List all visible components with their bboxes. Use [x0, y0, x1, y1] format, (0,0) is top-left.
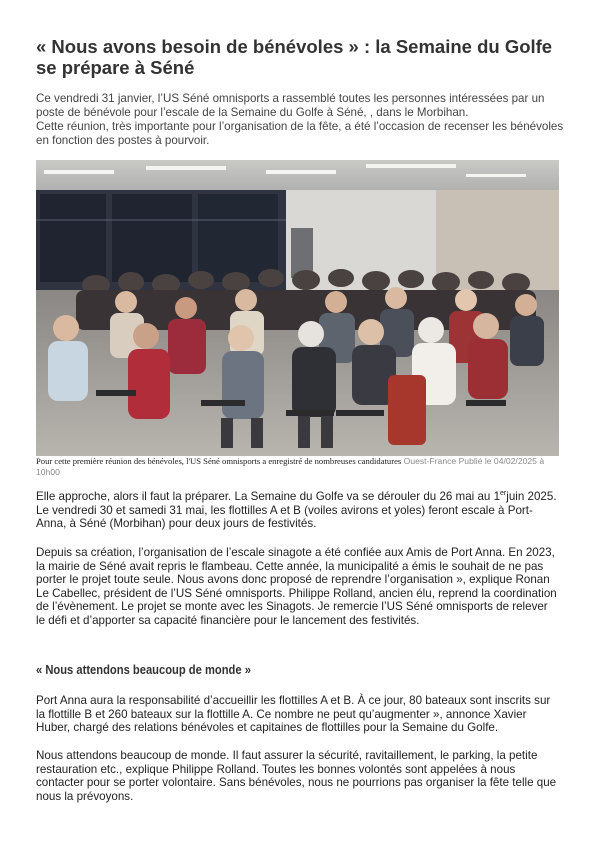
body-paragraph-1 [36, 490, 558, 531]
paragraph-text: Elle approche, alors il faut la préparer. La Semaine du Golfe va se dérouler du 26 mai au 1 [36, 490, 501, 503]
photo-caption [36, 456, 564, 478]
caption-text: Pour cette première réunion des bénévoles, l'US Séné omnisports a enregistré de nombreuses candidatures [36, 456, 402, 466]
body-paragraph-3: Port Anna aura la responsabilité d’accueillir les flottilles A et B. À ce jour, 80 bateaux sont inscrits sur la flottille B et 260 bateaux sur la flottille A. Ce nombre ne peut qu’augmenter », annonce Xavier Huber, chargé des relations bénévoles et capitaines de flottilles pour la Semaine du Golfe. [36, 694, 551, 735]
section-subheading: « Nous attendons beaucoup de monde » [36, 662, 251, 677]
caption-published: Publié le 04/02/2025 à 10h00 [36, 456, 545, 477]
caption-source: Ouest-France [403, 456, 457, 466]
article-lead [36, 92, 564, 148]
lead-paragraph: Ce vendredi 31 janvier, l’US Séné omnisports a rassemblé toutes les personnes intéressées par un poste de bénévole pour l’escale de la Semaine du Golfe à Séné, , dans le Morbihan. [36, 92, 545, 119]
article-title: « Nous avons besoin de bénévoles » : la Semaine du Golfe se prépare à Séné [36, 36, 553, 78]
meeting-audience-photo [36, 160, 559, 456]
paragraph-text: juin 2025. Le vendredi 30 et samedi 31 mai, les flottilles A et B (voiles avirons et yoles) feront escale à Port-Anna, à Séné (Morbihan) pour deux jours de festivités. [36, 490, 557, 531]
body-paragraph-4: Nous attendons beaucoup de monde. Il faut assurer la sécurité, ravitaillement, le parking, la petite restauration etc., explique Philippe Rolland. Toutes les bonnes volontés sont appelées à nous contacter pour se porter volontaire. Sans bénévoles, nous ne pourrions pas organiser la fête telle que nous la prévoyons. [36, 749, 557, 803]
article-photo [36, 160, 559, 456]
lead-paragraph: Cette réunion, très importante pour l’organisation de la fête, a été l’occasion de recenser les bénévoles en fonction des postes à pourvoir. [36, 120, 564, 147]
body-paragraph-2: Depuis sa création, l’organisation de l’escale sinagote a été confiée aux Amis de Port Anna. En 2023, la mairie de Séné avait repris le flambeau. Cette année, la municipalité a émis le souhait de ne pas porter le projet toute seule. Nous avons donc proposé de reprendre l’organisation », explique Ronan Le Cabellec, président de l’US Séné omnisports. Philippe Rolland, ancien élu, reprend la coordination de l’évènement. Le projet se monte avec les Sinagots. Je remercie l’US Séné omnisports de relever le défi et d’apporter sa capacité financière pour le lancement des festivités. [36, 546, 557, 627]
superscript: er [500, 490, 507, 498]
